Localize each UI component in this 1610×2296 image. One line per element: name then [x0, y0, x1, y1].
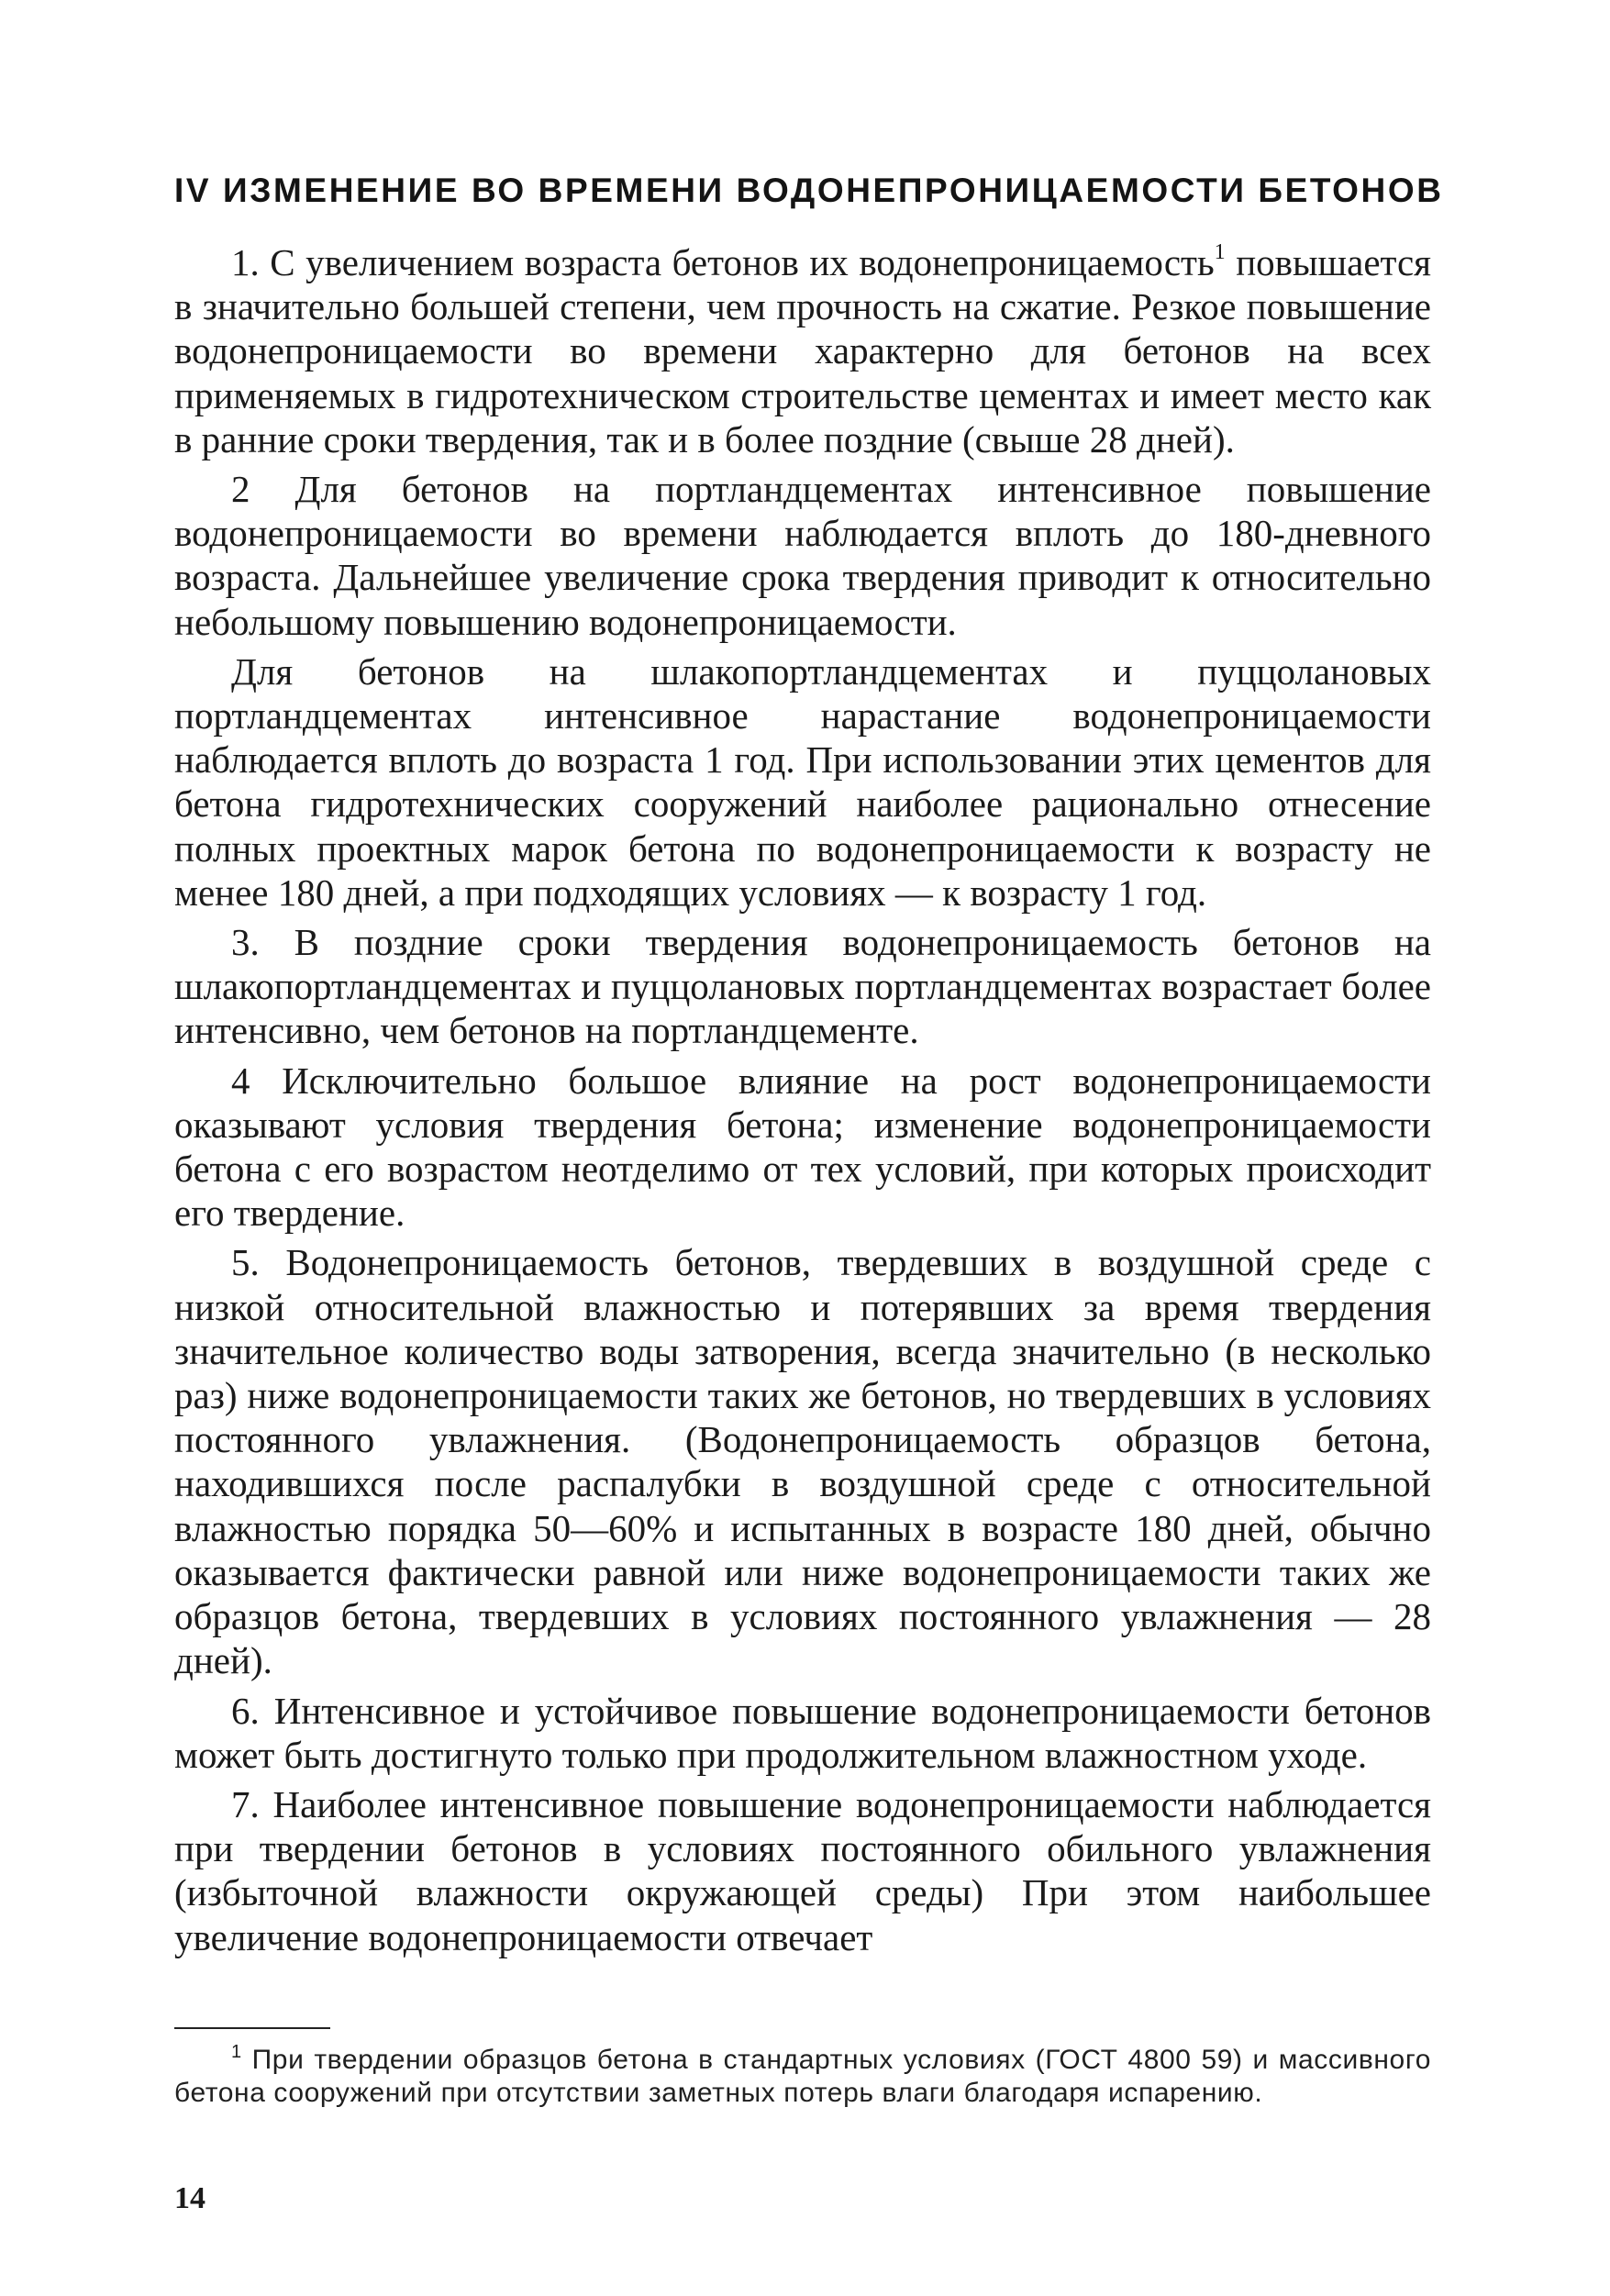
paragraph-1-continuation: повышается в значительно большей степени, чем прочность на сжатие. Резкое повышение водонепроницаемости во времени характерно для бетонов на всех применяемых в гидротехническом строительстве цементах и имеет место как в ранние сроки твердения, так и в более поздние (свыше 28 дней). [174, 241, 1431, 460]
paragraph-6: 5. Водонепроницаемость бетонов, твердевших в воздушной среде с низкой относительной влажностью и потерявших за время твердения значительное количество воды затворения, всегда значительно (в несколько раз) ниже водонепроницаемости таких же бетонов, но твердевших в условиях постоянного увлажнения. (Водонепроницаемость образцов бетона, находившихся после распалубки в воздушной среде с относительной влажностью порядка 50—60% и испытанных в возрасте 180 дней, обычно оказывается фактически равной или ниже водонепроницаемости таких же образцов бетона, твердевших в условиях постоянного увлажнения — 28 дней). [174, 1241, 1431, 1682]
footnote-reference: 1 [1214, 240, 1226, 264]
body-text [174, 240, 1431, 1965]
footnote [174, 2044, 1431, 2110]
paragraph-2: 2 Для бетонов на портландцементах интенсивное повышение водонепроницаемости во времени наблюдается вплоть до 180-дневного возраста. Дальнейшее увеличение срока твердения приводит к относительно небольшому повышению водонепроницаемости. [174, 468, 1431, 643]
paragraph-1-text: 1. С увеличением возраста бетонов их водонепроницаемость [231, 241, 1215, 283]
paragraph-1 [174, 240, 1431, 461]
paragraph-8: 7. Наиболее интенсивное повышение водонепроницаемости наблюдается при твердении бетонов в условиях постоянного обильного увлажнения (избыточной влажности окружающей среды) При этом наибольшее увеличение водонепроницаемости отвечает [174, 1782, 1431, 1958]
footnote-marker: 1 [231, 2042, 242, 2062]
footnote-divider [174, 2027, 330, 2029]
page-number: 14 [174, 2181, 205, 2215]
footnote-text: При твердении образцов бетона в стандартных условиях (ГОСТ 4800 59) и массивного бетона сооружений при отсутствии заметных потерь влаги благодаря испарению. [174, 2045, 1431, 2108]
paragraph-5: 4 Исключительно большое влияние на рост водонепроницаемости оказывают условия твердения бетона; изменение водонепроницаемости бетона с его возрастом неотделимо от тех условий, при которых происходит его твердение. [174, 1059, 1431, 1235]
paragraph-3: Для бетонов на шлакопортландцементах и пуццолановых портландцементах интенсивное нарастание водонепроницаемости наблюдается вплоть до возраста 1 год. При использовании этих цементов для бетона гидротехнических сооружений наиболее рационально отнесение полных проектных марок бетона по водонепроницаемости к возрасту не менее 180 дней, а при подходящих условиях — к возрасту 1 год. [174, 649, 1431, 914]
paragraph-4: 3. В поздние сроки твердения водонепроницаемость бетонов на шлакопортландцементах и пуццолановых портландцементах возрастает более интенсивно, чем бетонов на портландцементе. [174, 921, 1431, 1052]
section-heading: IV ИЗМЕНЕНИЕ ВО ВРЕМЕНИ ВОДОНЕПРОНИЦАЕМОСТИ БЕТОНОВ [174, 172, 1444, 209]
paragraph-7: 6. Интенсивное и устойчивое повышение водонепроницаемости бетонов может быть достигнуто только при продолжительном влажностном уходе. [174, 1689, 1431, 1776]
